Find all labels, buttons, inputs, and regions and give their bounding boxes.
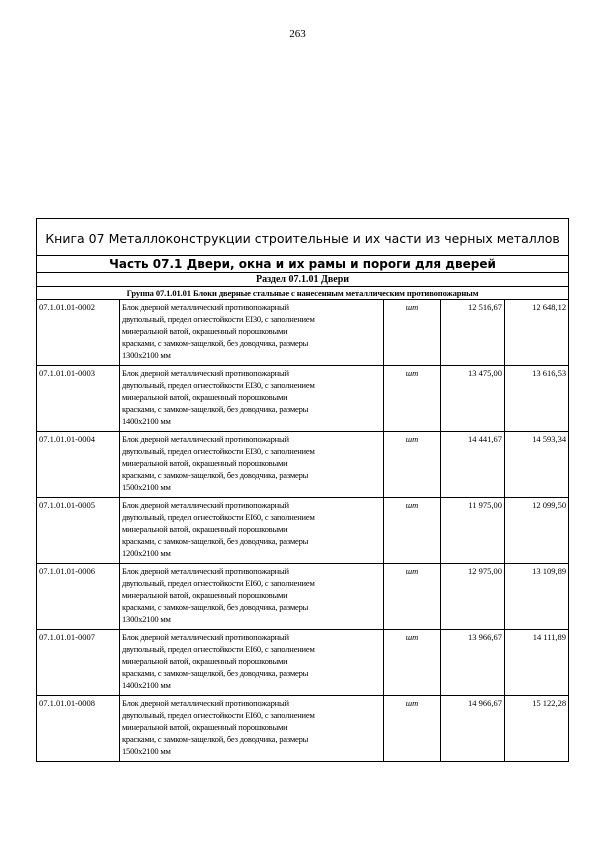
description-line: Блок дверной металлический противопожарный xyxy=(122,500,289,510)
item-description xyxy=(120,696,384,762)
item-code: 07.1.01.01-0003 xyxy=(37,366,120,432)
description-line: красками, с замком-защелкой, без доводчика, размеры xyxy=(122,734,309,744)
item-unit: шт xyxy=(384,300,441,366)
description-line: двупольный, предел огнестойкости EI30, с заполнением xyxy=(122,446,315,456)
part-title: Часть 07.1 Двери, окна и их рамы и пороги для дверей xyxy=(37,256,569,273)
item-description xyxy=(120,630,384,696)
group-title: Группа 07.1.01.01 Блоки дверные стальные с нанесенным металлическим противопожарным xyxy=(37,287,569,300)
description-line: двупольный, предел огнестойкости EI60, с заполнением xyxy=(122,512,315,522)
description-line: минеральной ватой, окрашенный порошковыми xyxy=(122,590,288,600)
item-unit: шт xyxy=(384,432,441,498)
description-line: Блок дверной металлический противопожарный xyxy=(122,566,289,576)
item-price-1: 12 975,00 xyxy=(441,564,505,630)
description-line: минеральной ватой, окрашенный порошковыми xyxy=(122,656,288,666)
description-line: Блок дверной металлический противопожарный xyxy=(122,632,289,642)
item-price-2: 12 648,12 xyxy=(505,300,569,366)
price-table xyxy=(36,218,569,762)
item-price-2: 15 122,28 xyxy=(505,696,569,762)
description-line: Блок дверной металлический противопожарный xyxy=(122,302,289,312)
item-code: 07.1.01.01-0007 xyxy=(37,630,120,696)
item-price-2: 14 111,89 xyxy=(505,630,569,696)
part-title-row xyxy=(37,256,569,273)
item-unit: шт xyxy=(384,696,441,762)
description-line: минеральной ватой, окрашенный порошковыми xyxy=(122,524,288,534)
item-price-1: 11 975,00 xyxy=(441,498,505,564)
description-line: 1300x2100 мм xyxy=(122,614,171,624)
description-line: 1500x2100 мм xyxy=(122,746,171,756)
item-unit: шт xyxy=(384,630,441,696)
description-line: Блок дверной металлический противопожарный xyxy=(122,368,289,378)
description-line: 1500x2100 мм xyxy=(122,482,171,492)
description-line: минеральной ватой, окрашенный порошковыми xyxy=(122,392,288,402)
description-line: 1200x2100 мм xyxy=(122,548,171,558)
description-line: красками, с замком-защелкой, без доводчика, размеры xyxy=(122,536,309,546)
item-price-1: 14 966,67 xyxy=(441,696,505,762)
group-title-row xyxy=(37,287,569,300)
item-code: 07.1.01.01-0002 xyxy=(37,300,120,366)
item-price-2: 12 099,50 xyxy=(505,498,569,564)
description-line: 1400x2100 мм xyxy=(122,680,171,690)
table-row xyxy=(37,696,569,762)
description-line: двупольный, предел огнестойкости EI30, с заполнением xyxy=(122,380,315,390)
book-title: Книга 07 Металлоконструкции строительные и их части из черных металлов xyxy=(37,219,569,256)
item-description xyxy=(120,366,384,432)
description-line: минеральной ватой, окрашенный порошковыми xyxy=(122,722,288,732)
table-row xyxy=(37,564,569,630)
description-line: красками, с замком-защелкой, без доводчика, размеры xyxy=(122,668,309,678)
table-row xyxy=(37,630,569,696)
description-line: 1300x2100 мм xyxy=(122,350,171,360)
item-price-1: 12 516,67 xyxy=(441,300,505,366)
section-title-row xyxy=(37,273,569,287)
item-price-2: 13 616,53 xyxy=(505,366,569,432)
description-line: 1400x2100 мм xyxy=(122,416,171,426)
item-unit: шт xyxy=(384,498,441,564)
item-description xyxy=(120,498,384,564)
item-price-1: 14 441,67 xyxy=(441,432,505,498)
description-line: двупольный, предел огнестойкости EI60, с заполнением xyxy=(122,710,315,720)
description-line: красками, с замком-защелкой, без доводчика, размеры xyxy=(122,404,309,414)
item-unit: шт xyxy=(384,564,441,630)
description-line: красками, с замком-защелкой, без доводчика, размеры xyxy=(122,470,309,480)
section-title: Раздел 07.1.01 Двери xyxy=(37,273,569,287)
table-row xyxy=(37,432,569,498)
item-unit: шт xyxy=(384,366,441,432)
item-price-1: 13 475,00 xyxy=(441,366,505,432)
item-code: 07.1.01.01-0008 xyxy=(37,696,120,762)
item-description xyxy=(120,564,384,630)
description-line: красками, с замком-защелкой, без доводчика, размеры xyxy=(122,602,309,612)
description-line: Блок дверной металлический противопожарный xyxy=(122,698,289,708)
table-row xyxy=(37,300,569,366)
item-price-1: 13 966,67 xyxy=(441,630,505,696)
description-line: Блок дверной металлический противопожарный xyxy=(122,434,289,444)
item-description xyxy=(120,432,384,498)
item-description xyxy=(120,300,384,366)
item-code: 07.1.01.01-0006 xyxy=(37,564,120,630)
table-row xyxy=(37,366,569,432)
description-line: минеральной ватой, окрашенный порошковыми xyxy=(122,326,288,336)
page-number: 263 xyxy=(289,28,306,40)
book-title-row xyxy=(37,219,569,256)
description-line: двупольный, предел огнестойкости EI60, с заполнением xyxy=(122,578,315,588)
description-line: красками, с замком-защелкой, без доводчика, размеры xyxy=(122,338,309,348)
description-line: двупольный, предел огнестойкости EI30, с заполнением xyxy=(122,314,315,324)
table-row xyxy=(37,498,569,564)
item-code: 07.1.01.01-0005 xyxy=(37,498,120,564)
description-line: двупольный, предел огнестойкости EI60, с заполнением xyxy=(122,644,315,654)
item-price-2: 13 109,89 xyxy=(505,564,569,630)
item-code: 07.1.01.01-0004 xyxy=(37,432,120,498)
item-price-2: 14 593,34 xyxy=(505,432,569,498)
description-line: минеральной ватой, окрашенный порошковыми xyxy=(122,458,288,468)
